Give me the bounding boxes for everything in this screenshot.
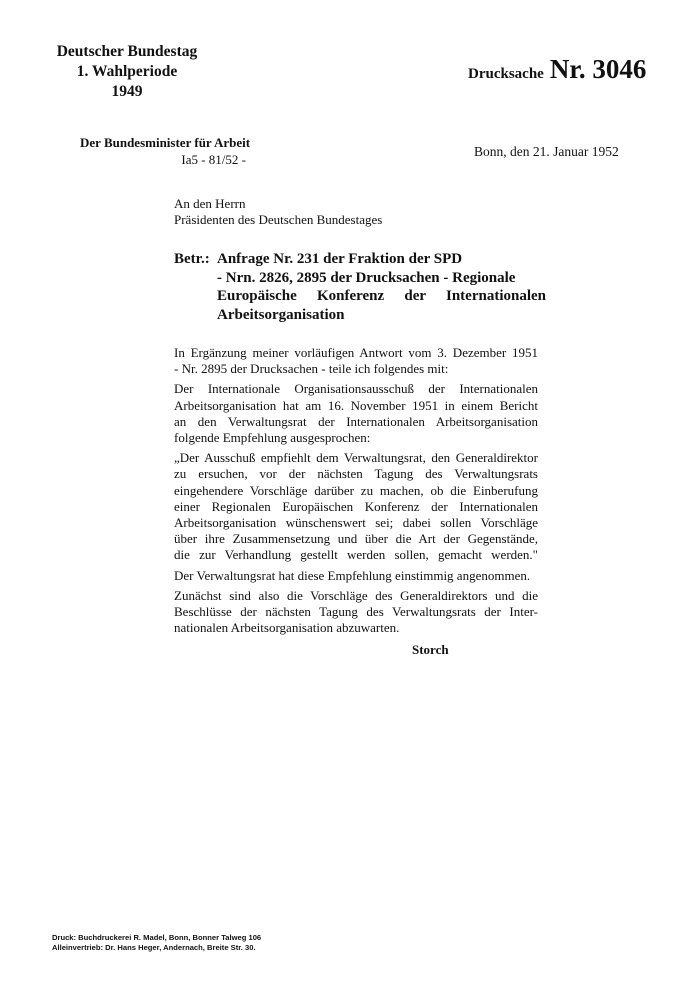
sender-block <box>80 134 266 168</box>
body-paragraph <box>174 381 538 446</box>
body-line: Der Internationale Organisationsausschuß der Internationalen <box>174 381 538 397</box>
drucksache-label: Drucksache <box>468 66 544 82</box>
imprint-printer: Druck: Buchdruckerei R. Madel, Bonn, Bonner Talweg 106 <box>52 933 262 942</box>
signature: Storch <box>412 642 449 657</box>
sender-reference: Ia5 - 81/52 - <box>181 152 246 167</box>
drucksache-number: Nr. 3046 <box>549 54 647 84</box>
body-line: über ihre Zusammensetzung und über die Art der Gegenstände, <box>174 531 538 547</box>
subject-line: Anfrage Nr. 231 der Fraktion der SPD <box>217 251 463 267</box>
letter-body <box>174 345 538 640</box>
electoral-period: 1. Wahlperiode <box>76 63 178 80</box>
body-line: folgende Empfehlung ausgesprochen: <box>174 430 371 446</box>
body-line: zu ersuchen, vor der nächsten Tagung des Verwaltungsrats <box>174 466 538 482</box>
body-line: an den Verwaltungsrat der Internationalen Arbeitsorganisation <box>174 413 538 429</box>
body-line: nationalen Arbeitsorganisation abzuwarten. <box>174 620 400 636</box>
body-line: Der Verwaltungsrat hat diese Empfehlung einstimmig angenommen. <box>174 567 531 583</box>
body-line: Beschlüsse der nächsten Tagung des Verwaltungsrats der Inter- <box>174 604 538 620</box>
subject-line: Arbeitsorganisation <box>217 306 345 323</box>
period-year: 1949 <box>111 83 143 100</box>
body-line: einer Regionalen Europäischen Konferenz der Internationalen <box>174 498 538 514</box>
body-line: die zur Verhandlung gestellt werden sollen, gemacht werden." <box>174 547 538 563</box>
body-paragraph <box>174 568 538 584</box>
body-paragraph-quote <box>174 450 538 563</box>
addressee-block <box>174 196 382 228</box>
body-line: „Der Ausschuß empfiehlt dem Verwaltungsrat, den Generaldirektor <box>174 450 538 466</box>
body-line: In Ergänzung meiner vorläufigen Antwort vom 3. Dezember 1951 <box>174 345 538 360</box>
subject-line: - Nrn. 2826, 2895 der Drucksachen - Regionale <box>217 269 516 286</box>
body-line: eingehendere Vorschläge darüber zu machen, ob die Einberufung <box>174 482 538 498</box>
imprint-distribution: Alleinvertrieb: Dr. Hans Heger, Andernach, Breite Str. 30. <box>52 943 256 952</box>
body-line: Arbeitsorganisation wünschenswert sei; dabei sollen Vorschläge <box>174 515 538 531</box>
imprint-footer <box>52 933 261 953</box>
parliament-name: Deutscher Bundestag <box>56 43 198 60</box>
sender-minister: Der Bundesminister für Arbeit <box>80 135 251 150</box>
body-line: Zunächst sind also die Vorschläge des Generaldirektors und die <box>174 587 538 603</box>
body-line: - Nr. 2895 der Drucksachen - teile ich folgendes mit: <box>174 361 449 377</box>
subject-block <box>174 250 546 324</box>
addressee-line: An den Herrn <box>174 196 246 211</box>
body-line: Arbeitsorganisation hat am 16. November 1951 in einem Bericht <box>174 397 538 413</box>
subject-line: Europäische Konferenz der Internationalen <box>217 288 546 304</box>
document-number <box>468 54 646 85</box>
dateline: Bonn, den 21. Januar 1952 <box>474 144 619 159</box>
addressee-line: Präsidenten des Deutschen Bundestages <box>174 212 383 227</box>
parliament-header <box>52 42 202 102</box>
body-paragraph <box>174 588 538 637</box>
subject-label: Betr.: <box>174 251 210 267</box>
body-paragraph <box>174 345 538 377</box>
